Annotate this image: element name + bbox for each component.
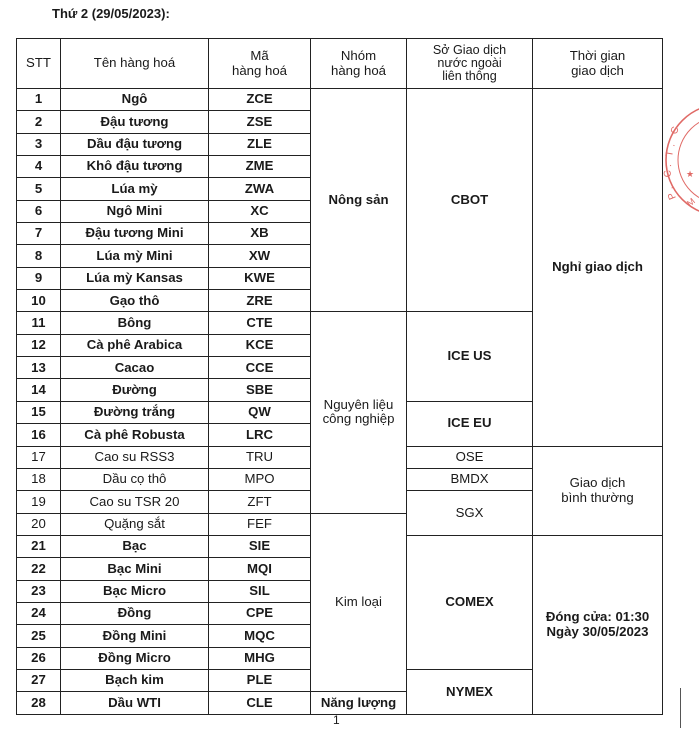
row-stt: 12 (17, 334, 61, 356)
row-code: ZSE (209, 111, 311, 133)
row-name: Lúa mỳ Mini (61, 245, 209, 267)
row-stt: 16 (17, 424, 61, 446)
row-code: FEF (209, 513, 311, 535)
svg-text:C: C (662, 169, 674, 178)
exchange-ose: OSE (407, 446, 533, 468)
row-name: Khô đậu tương (61, 156, 209, 178)
row-stt: 5 (17, 178, 61, 200)
svg-text:C: C (668, 125, 682, 137)
row-name: Đậu tương Mini (61, 223, 209, 245)
row-code: XW (209, 245, 311, 267)
row-stt: 17 (17, 446, 61, 468)
exchange-ice-eu: ICE EU (407, 401, 533, 446)
row-name: Ngô Mini (61, 200, 209, 222)
exchange-comex: COMEX (407, 535, 533, 669)
row-stt: 1 (17, 89, 61, 111)
row-code: SIL (209, 580, 311, 602)
commodity-schedule-table (16, 38, 663, 715)
row-stt: 18 (17, 468, 61, 490)
exchange-cbot: CBOT (407, 89, 533, 312)
row-stt: 24 (17, 602, 61, 624)
svg-text:P: P (666, 190, 679, 201)
row-stt: 6 (17, 200, 61, 222)
row-name: Dầu cọ thô (61, 468, 209, 490)
exchange-bmdx: BMDX (407, 468, 533, 490)
row-code: KCE (209, 334, 311, 356)
group-nguyen-lieu: Nguyên liệu công nghiệp (311, 312, 407, 513)
row-stt: 13 (17, 357, 61, 379)
svg-text:.: . (663, 163, 675, 168)
row-name: Bạch kim (61, 669, 209, 691)
header-time: Thời gian giao dịch (533, 39, 663, 89)
row-name: Lúa mỳ (61, 178, 209, 200)
row-code: MHG (209, 647, 311, 669)
table-header-row (17, 39, 663, 89)
svg-text:★: ★ (686, 169, 695, 179)
group-nang-luong: Năng lượng (311, 692, 407, 714)
row-stt: 20 (17, 513, 61, 535)
header-exchange: Sở Giao dịch nước ngoài liên thông (407, 39, 533, 89)
row-name: Gạo thô (61, 290, 209, 312)
row-stt: 25 (17, 625, 61, 647)
row-code: ZLE (209, 133, 311, 155)
row-stt: 26 (17, 647, 61, 669)
row-name: Cà phê Arabica (61, 334, 209, 356)
row-stt: 7 (17, 223, 61, 245)
time-halt: Nghỉ giao dịch (533, 89, 663, 447)
row-code: ZFT (209, 491, 311, 513)
row-name: Quặng sắt (61, 513, 209, 535)
row-stt: 3 (17, 133, 61, 155)
row-code: MQC (209, 625, 311, 647)
time-close: Đóng cửa: 01:30 Ngày 30/05/2023 (533, 535, 663, 714)
row-code: SIE (209, 535, 311, 557)
row-name: Bạc Micro (61, 580, 209, 602)
row-name: Đậu tương (61, 111, 209, 133)
row-name: Cao su TSR 20 (61, 491, 209, 513)
row-code: CCE (209, 357, 311, 379)
group-nong-san: Nông sản (311, 89, 407, 312)
svg-text:T: T (664, 149, 677, 158)
row-code: ZME (209, 156, 311, 178)
row-stt: 21 (17, 535, 61, 557)
svg-text:.: . (664, 185, 676, 192)
group-kim-loai: Kim loại (311, 513, 407, 692)
page-number: 1 (333, 713, 340, 727)
page-heading: Thứ 2 (29/05/2023): (52, 6, 170, 21)
row-name: Cao su RSS3 (61, 446, 209, 468)
company-stamp (664, 95, 699, 225)
row-code: MPO (209, 468, 311, 490)
row-name: Đồng Mini (61, 625, 209, 647)
stamp-inner-ring (678, 116, 699, 204)
time-normal: Giao dịch bình thường (533, 446, 663, 535)
row-code: CTE (209, 312, 311, 334)
row-code: QW (209, 401, 311, 423)
row-name: Ngô (61, 89, 209, 111)
table-row (17, 89, 663, 111)
header-stt: STT (17, 39, 61, 89)
row-name: Đường (61, 379, 209, 401)
row-name: Đồng (61, 602, 209, 624)
row-stt: 28 (17, 692, 61, 714)
row-stt: 9 (17, 267, 61, 289)
row-name: Lúa mỳ Kansas (61, 267, 209, 289)
row-name: Cacao (61, 357, 209, 379)
row-code: LRC (209, 424, 311, 446)
row-name: Dầu WTI (61, 692, 209, 714)
row-code: KWE (209, 267, 311, 289)
row-code: XC (209, 200, 311, 222)
row-code: PLE (209, 669, 311, 691)
row-code: CLE (209, 692, 311, 714)
exchange-sgx: SGX (407, 491, 533, 536)
row-stt: 14 (17, 379, 61, 401)
row-name: Dầu đậu tương (61, 133, 209, 155)
row-code: CPE (209, 602, 311, 624)
exchange-ice-us: ICE US (407, 312, 533, 401)
row-code: TRU (209, 446, 311, 468)
exchange-nymex: NYMEX (407, 669, 533, 714)
svg-text:M: M (684, 196, 698, 209)
svg-text:.: . (666, 141, 678, 148)
row-stt: 22 (17, 558, 61, 580)
row-stt: 4 (17, 156, 61, 178)
header-group: Nhóm hàng hoá (311, 39, 407, 89)
row-name: Bông (61, 312, 209, 334)
margin-line (680, 688, 681, 728)
row-name: Đồng Micro (61, 647, 209, 669)
row-stt: 2 (17, 111, 61, 133)
header-name: Tên hàng hoá (61, 39, 209, 89)
row-code: ZCE (209, 89, 311, 111)
row-stt: 8 (17, 245, 61, 267)
row-code: XB (209, 223, 311, 245)
row-stt: 23 (17, 580, 61, 602)
row-name: Bạc Mini (61, 558, 209, 580)
row-stt: 15 (17, 401, 61, 423)
row-code: MQI (209, 558, 311, 580)
row-code: ZWA (209, 178, 311, 200)
row-name: Đường trắng (61, 401, 209, 423)
row-stt: 11 (17, 312, 61, 334)
row-stt: 27 (17, 669, 61, 691)
row-name: Bạc (61, 535, 209, 557)
header-code: Mã hàng hoá (209, 39, 311, 89)
row-name: Cà phê Robusta (61, 424, 209, 446)
row-stt: 10 (17, 290, 61, 312)
row-code: ZRE (209, 290, 311, 312)
row-stt: 19 (17, 491, 61, 513)
row-code: SBE (209, 379, 311, 401)
